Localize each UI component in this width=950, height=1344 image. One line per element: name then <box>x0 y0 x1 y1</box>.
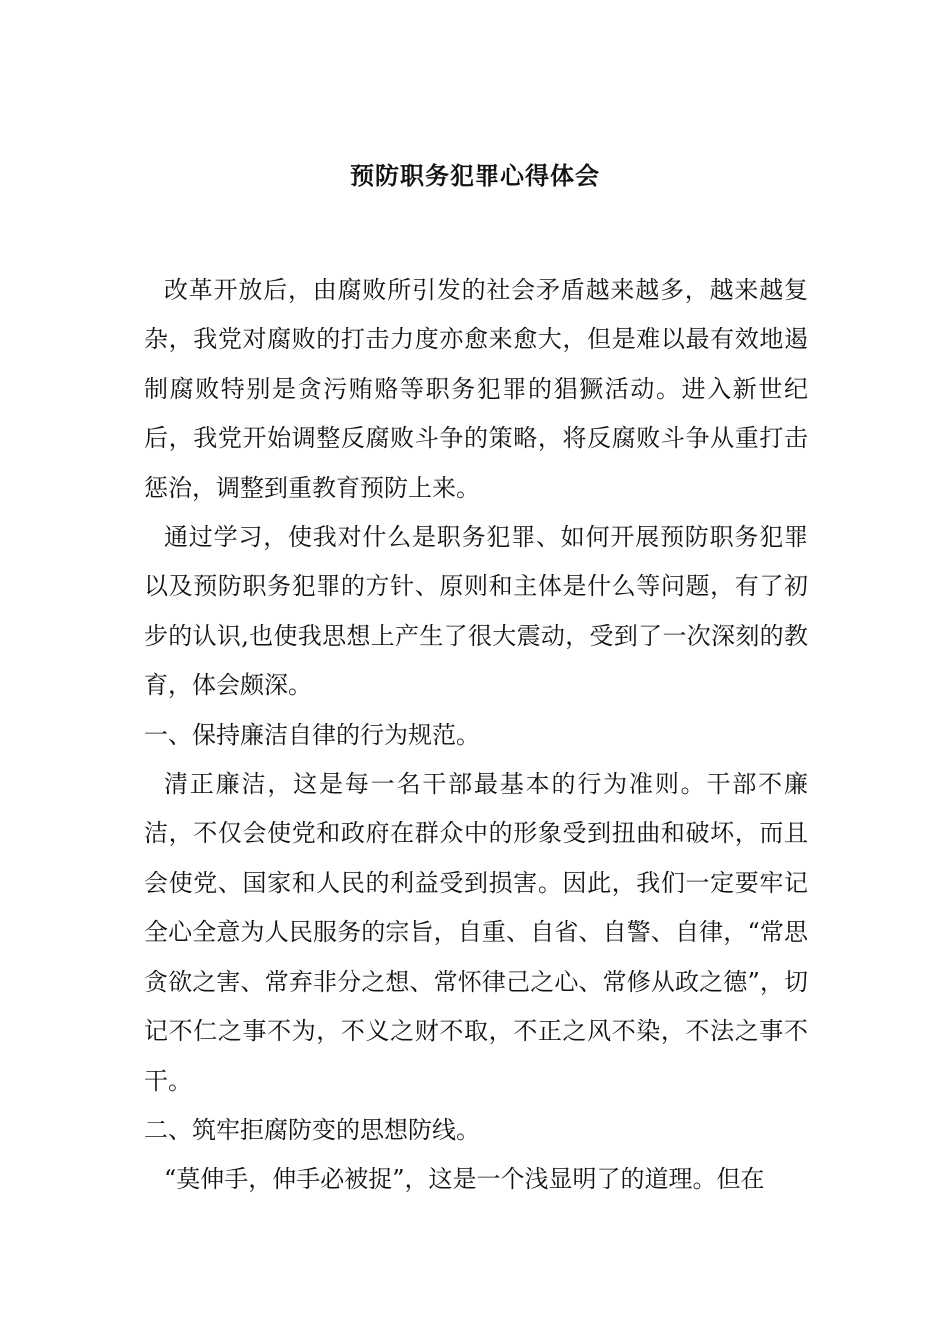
section-heading-1: 一、保持廉洁自律的行为规范。 <box>144 720 480 749</box>
section-heading-2: 二、筑牢拒腐防变的思想防线。 <box>144 1115 480 1144</box>
paragraph-integrity: 清正廉洁，这是每一名干部最基本的行为准则。干部不廉洁，不仅会使党和政府在群众中的形象受到扭曲和破坏，而且会使党、国家和人民的利益受到损害。因此，我们一定要牢记全心全意为人民服务的宗旨，自重、自省、自警、自律，“常思贪欲之害、常弃非分之想、常怀律己之心、常修从政之德”，切记不仁之事不为，不义之财不取，不正之风不染，不法之事不干。 <box>144 770 808 1095</box>
document-title: 预防职务犯罪心得体会 <box>350 161 600 190</box>
paragraph-defense-line: “莫伸手，伸手必被捉”，这是一个浅显明了的道理。但在 <box>164 1165 765 1194</box>
paragraph-study-reflection: 通过学习，使我对什么是职务犯罪、如何开展预防职务犯罪以及预防职务犯罪的方针、原则和主体是什么等问题，有了初步的认识,也使我思想上产生了很大震动，受到了一次深刻的教育，体会颇深。 <box>144 523 808 700</box>
paragraph-reform-background: 改革开放后，由腐败所引发的社会矛盾越来越多，越来越复杂，我党对腐败的打击力度亦愈来愈大，但是难以最有效地遏制腐败特别是贪污贿赂等职务犯罪的猖獗活动。进入新世纪后，我党开始调整反腐败斗争的策略，将反腐败斗争从重打击惩治，调整到重教育预防上来。 <box>144 276 808 502</box>
document-body <box>144 266 808 1205</box>
